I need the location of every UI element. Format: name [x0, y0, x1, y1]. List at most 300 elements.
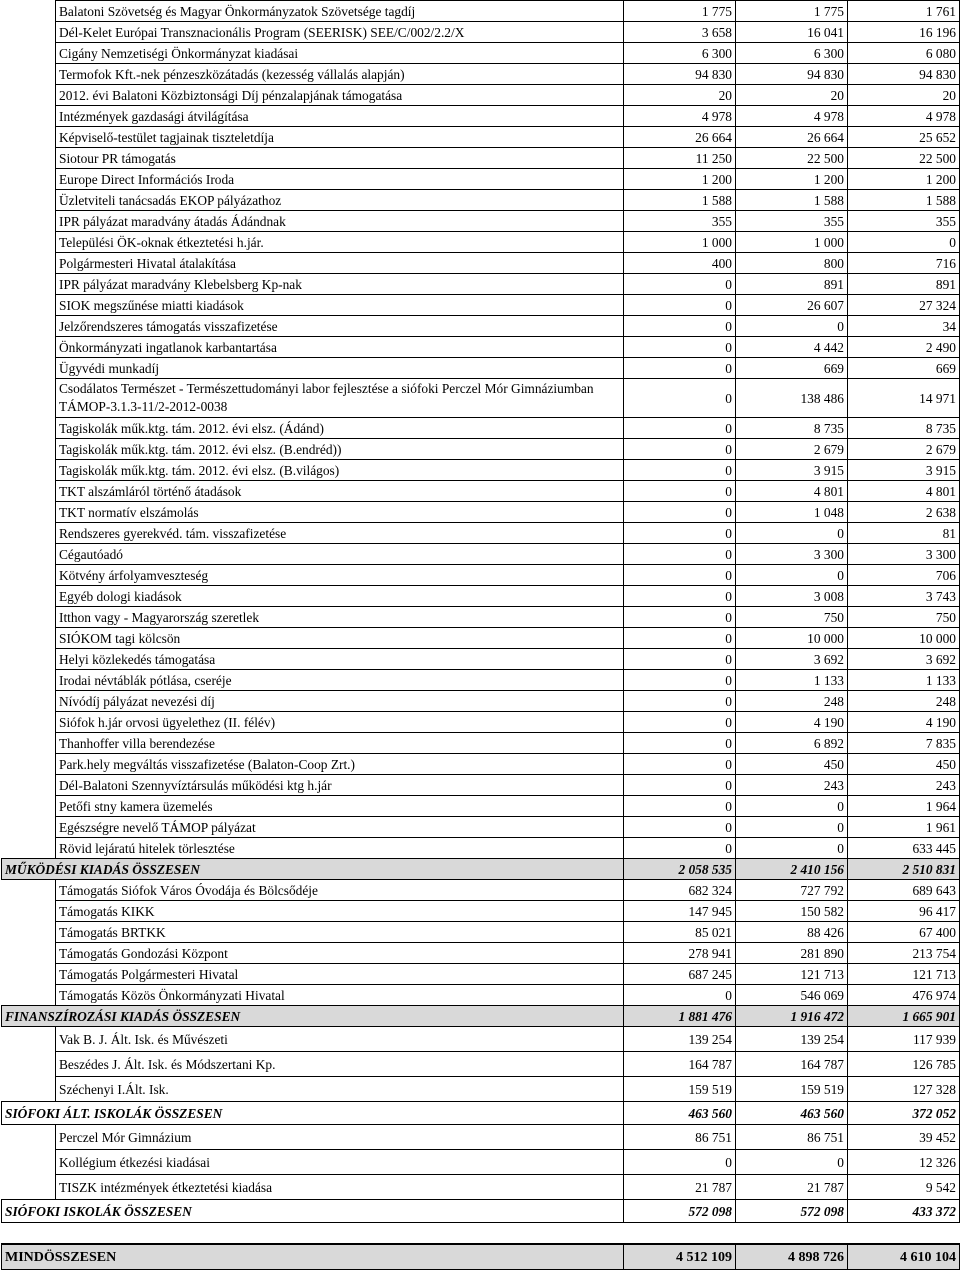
table-row — [2, 796, 960, 817]
table-row — [2, 253, 960, 274]
indent-cell — [2, 379, 56, 418]
row-label: Jelzőrendszeres támogatás visszafizetése — [56, 316, 624, 337]
table-row — [2, 880, 960, 901]
total-label: FINANSZÍROZÁSI KIADÁS ÖSSZESEN — [2, 1006, 624, 1027]
value-col3: 669 — [848, 358, 960, 379]
total-col2: 2 410 156 — [736, 859, 848, 880]
table-row — [2, 838, 960, 859]
value-col2: 138 486 — [736, 379, 848, 418]
indent-cell — [2, 1150, 56, 1175]
indent-cell — [2, 460, 56, 481]
value-col1: 687 245 — [624, 964, 736, 985]
value-col2: 3 008 — [736, 586, 848, 607]
value-col3: 34 — [848, 316, 960, 337]
value-col3: 94 830 — [848, 64, 960, 85]
value-col3: 213 754 — [848, 943, 960, 964]
indent-cell — [2, 1125, 56, 1150]
value-col1: 164 787 — [624, 1052, 736, 1077]
row-label: SIOK megszűnése miatti kiadások — [56, 295, 624, 316]
table-row — [2, 481, 960, 502]
indent-cell — [2, 985, 56, 1006]
value-col3: 81 — [848, 523, 960, 544]
table-row — [2, 628, 960, 649]
value-col3: 689 643 — [848, 880, 960, 901]
value-col2: 94 830 — [736, 64, 848, 85]
value-col2: 21 787 — [736, 1175, 848, 1200]
indent-cell — [2, 1175, 56, 1200]
row-label: TKT normatív elszámolás — [56, 502, 624, 523]
table-row — [2, 1175, 960, 1200]
value-col2: 4 978 — [736, 106, 848, 127]
table-row — [2, 232, 960, 253]
indent-cell — [2, 127, 56, 148]
table-row — [2, 148, 960, 169]
indent-cell — [2, 190, 56, 211]
value-col1: 0 — [624, 628, 736, 649]
value-col3: 750 — [848, 607, 960, 628]
total-col1: 4 512 109 — [624, 1244, 736, 1270]
value-col1: 0 — [624, 838, 736, 859]
value-col2: 2 679 — [736, 439, 848, 460]
indent-cell — [2, 253, 56, 274]
indent-cell — [2, 169, 56, 190]
value-col2: 0 — [736, 817, 848, 838]
row-label: Beszédes J. Ált. Isk. és Módszertani Kp. — [56, 1052, 624, 1077]
row-label: Dél-Kelet Európai Transznacionális Program (SEERISK) SEE/C/002/2.2/X — [56, 22, 624, 43]
table-row — [2, 586, 960, 607]
row-label: Támogatás Gondozási Központ — [56, 943, 624, 964]
indent-cell — [2, 649, 56, 670]
table-row — [2, 85, 960, 106]
row-label: SIÓKOM tagi kölcsön — [56, 628, 624, 649]
table-row — [2, 43, 960, 64]
value-col2: 4 442 — [736, 337, 848, 358]
value-col1: 147 945 — [624, 901, 736, 922]
table-row — [2, 922, 960, 943]
table-row — [2, 1125, 960, 1150]
value-col2: 727 792 — [736, 880, 848, 901]
value-col1: 1 200 — [624, 169, 736, 190]
value-col3: 8 735 — [848, 418, 960, 439]
row-label: Egészségre nevelő TÁMOP pályázat — [56, 817, 624, 838]
value-col2: 3 692 — [736, 649, 848, 670]
value-col2: 6 892 — [736, 733, 848, 754]
row-label: Itthon vagy - Magyarország szeretlek — [56, 607, 624, 628]
table-row — [2, 1, 960, 22]
table-row — [2, 211, 960, 232]
total-col3: 433 372 — [848, 1200, 960, 1223]
indent-cell — [2, 544, 56, 565]
value-col3: 3 692 — [848, 649, 960, 670]
row-label: Csodálatos Természet - Természettudományi labor fejlesztése a siófoki Perczel Mór Gimnáziumban TÁMOP-3.1.3-11/2-2012-0038 — [56, 379, 624, 418]
row-label: Üzletviteli tanácsadás EKOP pályázathoz — [56, 190, 624, 211]
row-label: Perczel Mór Gimnázium — [56, 1125, 624, 1150]
value-col2: 750 — [736, 607, 848, 628]
value-col2: 3 915 — [736, 460, 848, 481]
value-col3: 20 — [848, 85, 960, 106]
table-row — [2, 1150, 960, 1175]
indent-cell — [2, 358, 56, 379]
table-row — [2, 733, 960, 754]
value-col1: 20 — [624, 85, 736, 106]
value-col3: 1 588 — [848, 190, 960, 211]
value-col2: 1 133 — [736, 670, 848, 691]
value-col1: 0 — [624, 754, 736, 775]
value-col2: 0 — [736, 1150, 848, 1175]
table-row — [2, 523, 960, 544]
value-col3: 248 — [848, 691, 960, 712]
value-col3: 9 542 — [848, 1175, 960, 1200]
total-label: MINDÖSSZESEN — [2, 1244, 624, 1270]
total-label: MŰKÖDÉSI KIADÁS ÖSSZESEN — [2, 859, 624, 880]
table-row — [2, 817, 960, 838]
row-label: Helyi közlekedés támogatása — [56, 649, 624, 670]
row-label: Thanhoffer villa berendezése — [56, 733, 624, 754]
value-col3: 450 — [848, 754, 960, 775]
value-col3: 27 324 — [848, 295, 960, 316]
table-row — [2, 418, 960, 439]
indent-cell — [2, 232, 56, 253]
value-col1: 0 — [624, 337, 736, 358]
value-col2: 10 000 — [736, 628, 848, 649]
value-col3: 891 — [848, 274, 960, 295]
value-col2: 16 041 — [736, 22, 848, 43]
total-col2: 4 898 726 — [736, 1244, 848, 1270]
indent-cell — [2, 712, 56, 733]
value-col1: 26 664 — [624, 127, 736, 148]
alt-iskolak-total-row — [2, 1102, 960, 1125]
row-label: Rövid lejáratú hitelek törlesztése — [56, 838, 624, 859]
value-col1: 85 021 — [624, 922, 736, 943]
table-row — [2, 502, 960, 523]
table-row — [2, 754, 960, 775]
value-col3: 2 638 — [848, 502, 960, 523]
value-col2: 88 426 — [736, 922, 848, 943]
value-col3: 16 196 — [848, 22, 960, 43]
value-col1: 0 — [624, 523, 736, 544]
indent-cell — [2, 106, 56, 127]
value-col1: 0 — [624, 985, 736, 1006]
value-col1: 400 — [624, 253, 736, 274]
row-label: Kollégium étkezési kiadásai — [56, 1150, 624, 1175]
value-col2: 669 — [736, 358, 848, 379]
value-col2: 20 — [736, 85, 848, 106]
total-col3: 2 510 831 — [848, 859, 960, 880]
row-label: Települési ÖK-oknak étkeztetési h.jár. — [56, 232, 624, 253]
value-col3: 2 490 — [848, 337, 960, 358]
indent-cell — [2, 337, 56, 358]
table-row — [2, 712, 960, 733]
row-label: Polgármesteri Hivatal átalakítása — [56, 253, 624, 274]
indent-cell — [2, 901, 56, 922]
value-col2: 891 — [736, 274, 848, 295]
value-col1: 0 — [624, 670, 736, 691]
value-col1: 0 — [624, 607, 736, 628]
spacer-row — [2, 1223, 960, 1245]
value-col3: 633 445 — [848, 838, 960, 859]
row-label: Dél-Balatoni Szennyvíztársulás működési ktg h.jár — [56, 775, 624, 796]
value-col2: 139 254 — [736, 1027, 848, 1052]
row-label: Vak B. J. Ált. Isk. és Művészeti — [56, 1027, 624, 1052]
value-col2: 1 775 — [736, 1, 848, 22]
table-row — [2, 460, 960, 481]
row-label: Képviselő-testület tagjainak tiszteletdíja — [56, 127, 624, 148]
row-label: Tagiskolák műk.ktg. tám. 2012. évi elsz. (B.endréd)) — [56, 439, 624, 460]
row-label: Kötvény árfolyamveszteség — [56, 565, 624, 586]
value-col3: 1 961 — [848, 817, 960, 838]
value-col3: 1 761 — [848, 1, 960, 22]
value-col1: 355 — [624, 211, 736, 232]
value-col1: 86 751 — [624, 1125, 736, 1150]
value-col2: 8 735 — [736, 418, 848, 439]
indent-cell — [2, 880, 56, 901]
indent-cell — [2, 502, 56, 523]
indent-cell — [2, 43, 56, 64]
value-col3: 1 964 — [848, 796, 960, 817]
value-col2: 4 801 — [736, 481, 848, 502]
table-row — [2, 439, 960, 460]
total-col3: 4 610 104 — [848, 1244, 960, 1270]
indent-cell — [2, 1077, 56, 1102]
row-label: Tagiskolák műk.ktg. tám. 2012. évi elsz. (B.világos) — [56, 460, 624, 481]
value-col2: 86 751 — [736, 1125, 848, 1150]
value-col1: 0 — [624, 316, 736, 337]
value-col1: 1 588 — [624, 190, 736, 211]
value-col1: 11 250 — [624, 148, 736, 169]
table-row — [2, 274, 960, 295]
value-col2: 248 — [736, 691, 848, 712]
value-col3: 716 — [848, 253, 960, 274]
row-label: Siófok h.jár orvosi ügyelethez (II. félév) — [56, 712, 624, 733]
value-col1: 1 000 — [624, 232, 736, 253]
row-label: IPR pályázat maradvány Klebelsberg Kp-nak — [56, 274, 624, 295]
indent-cell — [2, 64, 56, 85]
indent-cell — [2, 148, 56, 169]
value-col2: 164 787 — [736, 1052, 848, 1077]
value-col2: 0 — [736, 523, 848, 544]
row-label: Nívódíj pályázat nevezési díj — [56, 691, 624, 712]
iskolak-total-row — [2, 1200, 960, 1223]
value-col1: 0 — [624, 733, 736, 754]
table-row — [2, 337, 960, 358]
value-col2: 6 300 — [736, 43, 848, 64]
indent-cell — [2, 565, 56, 586]
value-col3: 706 — [848, 565, 960, 586]
value-col1: 3 658 — [624, 22, 736, 43]
row-label: Rendszeres gyerekvéd. tám. visszafizetése — [56, 523, 624, 544]
value-col3: 355 — [848, 211, 960, 232]
value-col1: 0 — [624, 274, 736, 295]
total-col1: 1 881 476 — [624, 1006, 736, 1027]
table-row — [2, 964, 960, 985]
table-row — [2, 22, 960, 43]
value-col3: 67 400 — [848, 922, 960, 943]
total-col3: 1 665 901 — [848, 1006, 960, 1027]
value-col3: 4 190 — [848, 712, 960, 733]
indent-cell — [2, 628, 56, 649]
value-col2: 26 664 — [736, 127, 848, 148]
table-row — [2, 607, 960, 628]
indent-cell — [2, 586, 56, 607]
row-label: Balatoni Szövetség és Magyar Önkormányzatok Szövetsége tagdíj — [56, 1, 624, 22]
value-col1: 0 — [624, 418, 736, 439]
mukodesi-total-row — [2, 859, 960, 880]
value-col1: 0 — [624, 796, 736, 817]
indent-cell — [2, 439, 56, 460]
value-col1: 278 941 — [624, 943, 736, 964]
indent-cell — [2, 481, 56, 502]
value-col1: 159 519 — [624, 1077, 736, 1102]
value-col2: 1 000 — [736, 232, 848, 253]
row-label: Cégautóadó — [56, 544, 624, 565]
value-col1: 0 — [624, 775, 736, 796]
value-col1: 0 — [624, 712, 736, 733]
table-row — [2, 1027, 960, 1052]
value-col1: 0 — [624, 817, 736, 838]
value-col1: 21 787 — [624, 1175, 736, 1200]
row-label: Intézmények gazdasági átvilágítása — [56, 106, 624, 127]
value-col2: 121 713 — [736, 964, 848, 985]
table-row — [2, 565, 960, 586]
value-col3: 12 326 — [848, 1150, 960, 1175]
row-label: Támogatás BRTKK — [56, 922, 624, 943]
indent-cell — [2, 418, 56, 439]
grand-total-row — [2, 1244, 960, 1270]
value-col2: 4 190 — [736, 712, 848, 733]
total-col2: 1 916 472 — [736, 1006, 848, 1027]
table-row — [2, 544, 960, 565]
value-col1: 0 — [624, 1150, 736, 1175]
value-col1: 682 324 — [624, 880, 736, 901]
value-col1: 0 — [624, 460, 736, 481]
value-col3: 10 000 — [848, 628, 960, 649]
table-row — [2, 316, 960, 337]
table-row — [2, 1052, 960, 1077]
table-row — [2, 358, 960, 379]
indent-cell — [2, 775, 56, 796]
row-label: Önkormányzati ingatlanok karbantartása — [56, 337, 624, 358]
indent-cell — [2, 295, 56, 316]
indent-cell — [2, 22, 56, 43]
value-col3: 3 300 — [848, 544, 960, 565]
finanszirozasi-total-row — [2, 1006, 960, 1027]
value-col2: 450 — [736, 754, 848, 775]
table-row-tall — [2, 379, 960, 418]
value-col1: 0 — [624, 649, 736, 670]
value-col3: 3 915 — [848, 460, 960, 481]
value-col1: 1 775 — [624, 1, 736, 22]
value-col3: 243 — [848, 775, 960, 796]
value-col2: 1 200 — [736, 169, 848, 190]
row-label: TISZK intézmények étkeztetési kiadása — [56, 1175, 624, 1200]
table-row — [2, 169, 960, 190]
value-col1: 0 — [624, 502, 736, 523]
table-row — [2, 670, 960, 691]
row-label: Petőfi stny kamera üzemelés — [56, 796, 624, 817]
table-row — [2, 649, 960, 670]
row-label: TKT alszámláról történő átadások — [56, 481, 624, 502]
value-col2: 243 — [736, 775, 848, 796]
value-col1: 0 — [624, 439, 736, 460]
row-label: Tagiskolák műk.ktg. tám. 2012. évi elsz. (Ádánd) — [56, 418, 624, 439]
value-col3: 1 133 — [848, 670, 960, 691]
value-col2: 0 — [736, 316, 848, 337]
value-col3: 4 801 — [848, 481, 960, 502]
row-label: Europe Direct Információs Iroda — [56, 169, 624, 190]
value-col2: 0 — [736, 796, 848, 817]
indent-cell — [2, 943, 56, 964]
value-col3: 4 978 — [848, 106, 960, 127]
total-col1: 463 560 — [624, 1102, 736, 1125]
indent-cell — [2, 733, 56, 754]
table-row — [2, 775, 960, 796]
value-col3: 2 679 — [848, 439, 960, 460]
indent-cell — [2, 838, 56, 859]
row-label: Irodai névtáblák pótlása, cseréje — [56, 670, 624, 691]
indent-cell — [2, 964, 56, 985]
value-col1: 0 — [624, 379, 736, 418]
table-row — [2, 295, 960, 316]
indent-cell — [2, 796, 56, 817]
value-col2: 159 519 — [736, 1077, 848, 1102]
row-label: Ügyvédi munkadíj — [56, 358, 624, 379]
value-col1: 0 — [624, 586, 736, 607]
total-col1: 572 098 — [624, 1200, 736, 1223]
indent-cell — [2, 1052, 56, 1077]
value-col2: 800 — [736, 253, 848, 274]
table-row — [2, 127, 960, 148]
value-col2: 150 582 — [736, 901, 848, 922]
total-col1: 2 058 535 — [624, 859, 736, 880]
value-col2: 26 607 — [736, 295, 848, 316]
total-col2: 572 098 — [736, 1200, 848, 1223]
indent-cell — [2, 607, 56, 628]
value-col3: 3 743 — [848, 586, 960, 607]
value-col1: 0 — [624, 565, 736, 586]
value-col3: 22 500 — [848, 148, 960, 169]
expenditure-table — [1, 0, 960, 1270]
indent-cell — [2, 922, 56, 943]
value-col2: 3 300 — [736, 544, 848, 565]
value-col3: 39 452 — [848, 1125, 960, 1150]
value-col1: 0 — [624, 358, 736, 379]
value-col3: 7 835 — [848, 733, 960, 754]
row-label: Siotour PR támogatás — [56, 148, 624, 169]
total-label: SIÓFOKI ÁLT. ISKOLÁK ÖSSZESEN — [2, 1102, 624, 1125]
value-col3: 476 974 — [848, 985, 960, 1006]
value-col1: 0 — [624, 544, 736, 565]
indent-cell — [2, 691, 56, 712]
value-col2: 0 — [736, 565, 848, 586]
total-label: SIÓFOKI ISKOLÁK ÖSSZESEN — [2, 1200, 624, 1223]
row-label: Támogatás Siófok Város Óvodája és Bölcsődéje — [56, 880, 624, 901]
row-label: Termofok Kft.-nek pénzeszközátadás (kezesség vállalás alapján) — [56, 64, 624, 85]
value-col2: 281 890 — [736, 943, 848, 964]
value-col1: 94 830 — [624, 64, 736, 85]
value-col3: 127 328 — [848, 1077, 960, 1102]
indent-cell — [2, 211, 56, 232]
value-col3: 14 971 — [848, 379, 960, 418]
table-row — [2, 901, 960, 922]
value-col1: 4 978 — [624, 106, 736, 127]
indent-cell — [2, 316, 56, 337]
row-label: Park.hely megváltás visszafizetése (Balaton-Coop Zrt.) — [56, 754, 624, 775]
row-label: IPR pályázat maradvány átadás Ádándnak — [56, 211, 624, 232]
row-label: Egyéb dologi kiadások — [56, 586, 624, 607]
value-col2: 0 — [736, 838, 848, 859]
indent-cell — [2, 274, 56, 295]
value-col2: 546 069 — [736, 985, 848, 1006]
